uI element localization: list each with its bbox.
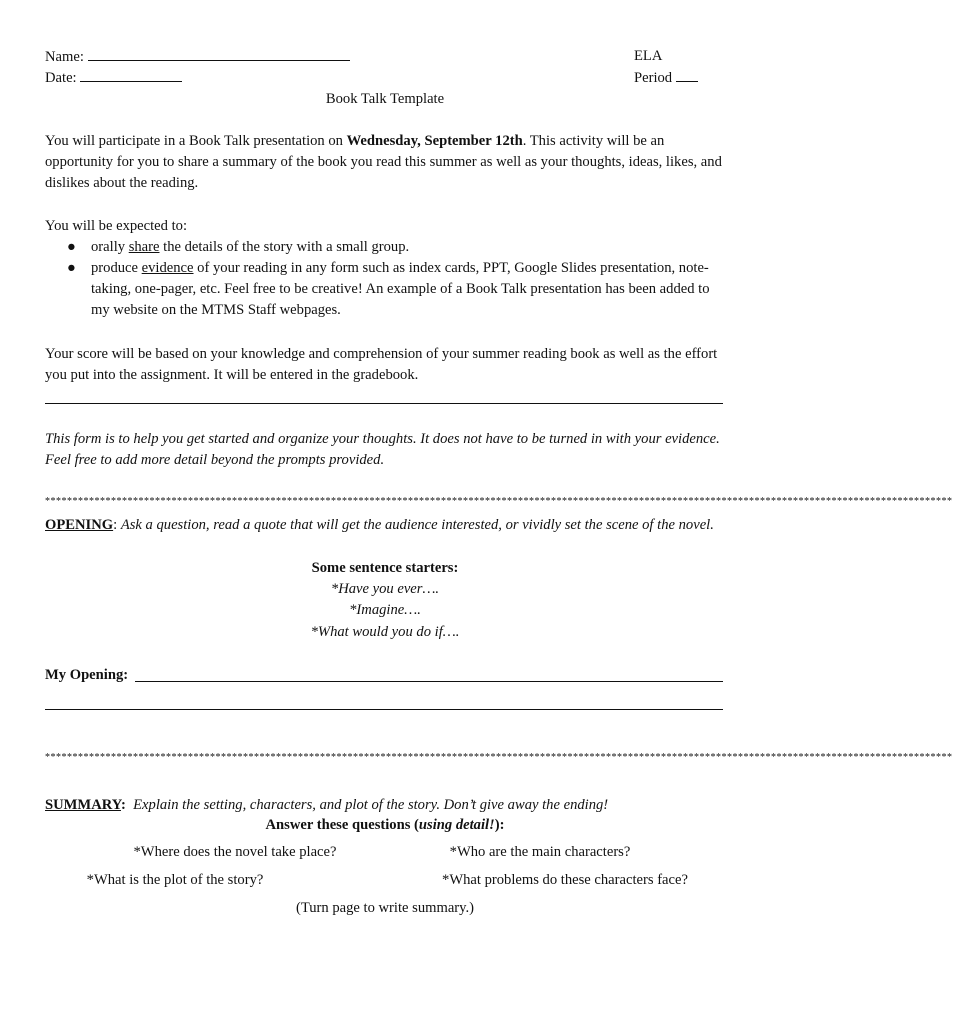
intro-text-end: . This activity will be an opportunity for you to share a summary of the book you read this summer as well as your thoughts, ideas, likes, and dislikes about the reading. (45, 133, 722, 191)
date-label: Date: (45, 70, 77, 86)
divider (45, 403, 723, 404)
period-blank[interactable] (676, 67, 698, 82)
underlined-word: evidence (141, 260, 194, 276)
subject-label: ELA (634, 48, 663, 64)
separator: : (113, 517, 121, 533)
list-item (45, 258, 725, 321)
expectations-list (45, 237, 725, 321)
turn-page-note: (Turn page to write summary.) (295, 900, 475, 916)
intro-text-start: You will participate in a Book Talk presentation on (45, 133, 347, 149)
item-text: orally (91, 239, 129, 255)
name-line (45, 46, 350, 68)
expectations-lead: You will be expected to: (45, 218, 188, 234)
date-line (45, 67, 182, 89)
document-title: Book Talk Template (325, 91, 445, 107)
starters-title: Some sentence starters: (311, 560, 459, 576)
star-divider: ********************************************************************************************************************************************************************* (45, 752, 953, 763)
date-blank[interactable] (80, 67, 182, 82)
bullet-icon: ● (67, 239, 76, 255)
my-opening-line-1[interactable] (135, 681, 723, 682)
my-opening-line-2[interactable] (45, 709, 723, 710)
name-label: Name: (45, 49, 84, 65)
question-plot: *What is the plot of the story? (86, 872, 264, 888)
item-text: produce (91, 260, 142, 276)
bullet-icon: ● (67, 260, 76, 276)
presentation-date: Wednesday, September 12th (346, 133, 523, 149)
intro-paragraph (45, 131, 725, 194)
underlined-word: share (128, 239, 160, 255)
expectations-section (45, 216, 725, 321)
answer-text: Answer these questions ( (265, 817, 419, 833)
summary-prompt: Explain the setting, characters, and plot of the story. Don’t give away the ending! (133, 797, 609, 813)
summary-label: SUMMARY (45, 797, 121, 813)
opening-section (45, 515, 725, 536)
answer-instructions (0, 815, 770, 836)
starter-3: *What would you do if…. (310, 624, 460, 640)
star-divider: ********************************************************************************************************************************************************************* (45, 496, 953, 507)
starter-2: *Imagine…. (349, 602, 421, 618)
answer-emphasis: using detail! (418, 817, 495, 833)
opening-label: OPENING (45, 517, 114, 533)
item-text: the details of the story with a small group. (159, 239, 410, 255)
score-paragraph: Your score will be based on your knowledge and comprehension of your summer reading book as well as the effort you put into the assignment. It will be entered in the gradebook. (45, 346, 718, 383)
item-text: of your reading in any form such as index cards, PPT, Google Slides presentation, note-taking, one-pager, etc. Feel free to be creative! An example of a Book Talk presentation has been added to my website on the MTMS Staff webpages. (91, 260, 710, 318)
my-opening-label: My Opening: (45, 667, 129, 683)
opening-prompt: Ask a question, read a quote that will get the audience interested, or vividly set the scene of the novel. (120, 517, 714, 533)
period-line (634, 67, 698, 89)
question-characters: *Who are the main characters? (449, 844, 631, 860)
separator: : (120, 797, 126, 813)
name-blank[interactable] (88, 46, 350, 61)
summary-section (45, 795, 725, 816)
question-problems: *What problems do these characters face? (442, 872, 688, 888)
question-setting: *Where does the novel take place? (133, 844, 337, 860)
list-item (45, 237, 725, 258)
period-label: Period (634, 70, 673, 86)
form-note: This form is to help you get started and organize your thoughts. It does not have to be turned in with your evidence. Feel free to add more detail beyond the prompts provided. (45, 431, 720, 468)
starter-1: *Have you ever…. (330, 581, 440, 597)
answer-text: ): (494, 817, 505, 833)
